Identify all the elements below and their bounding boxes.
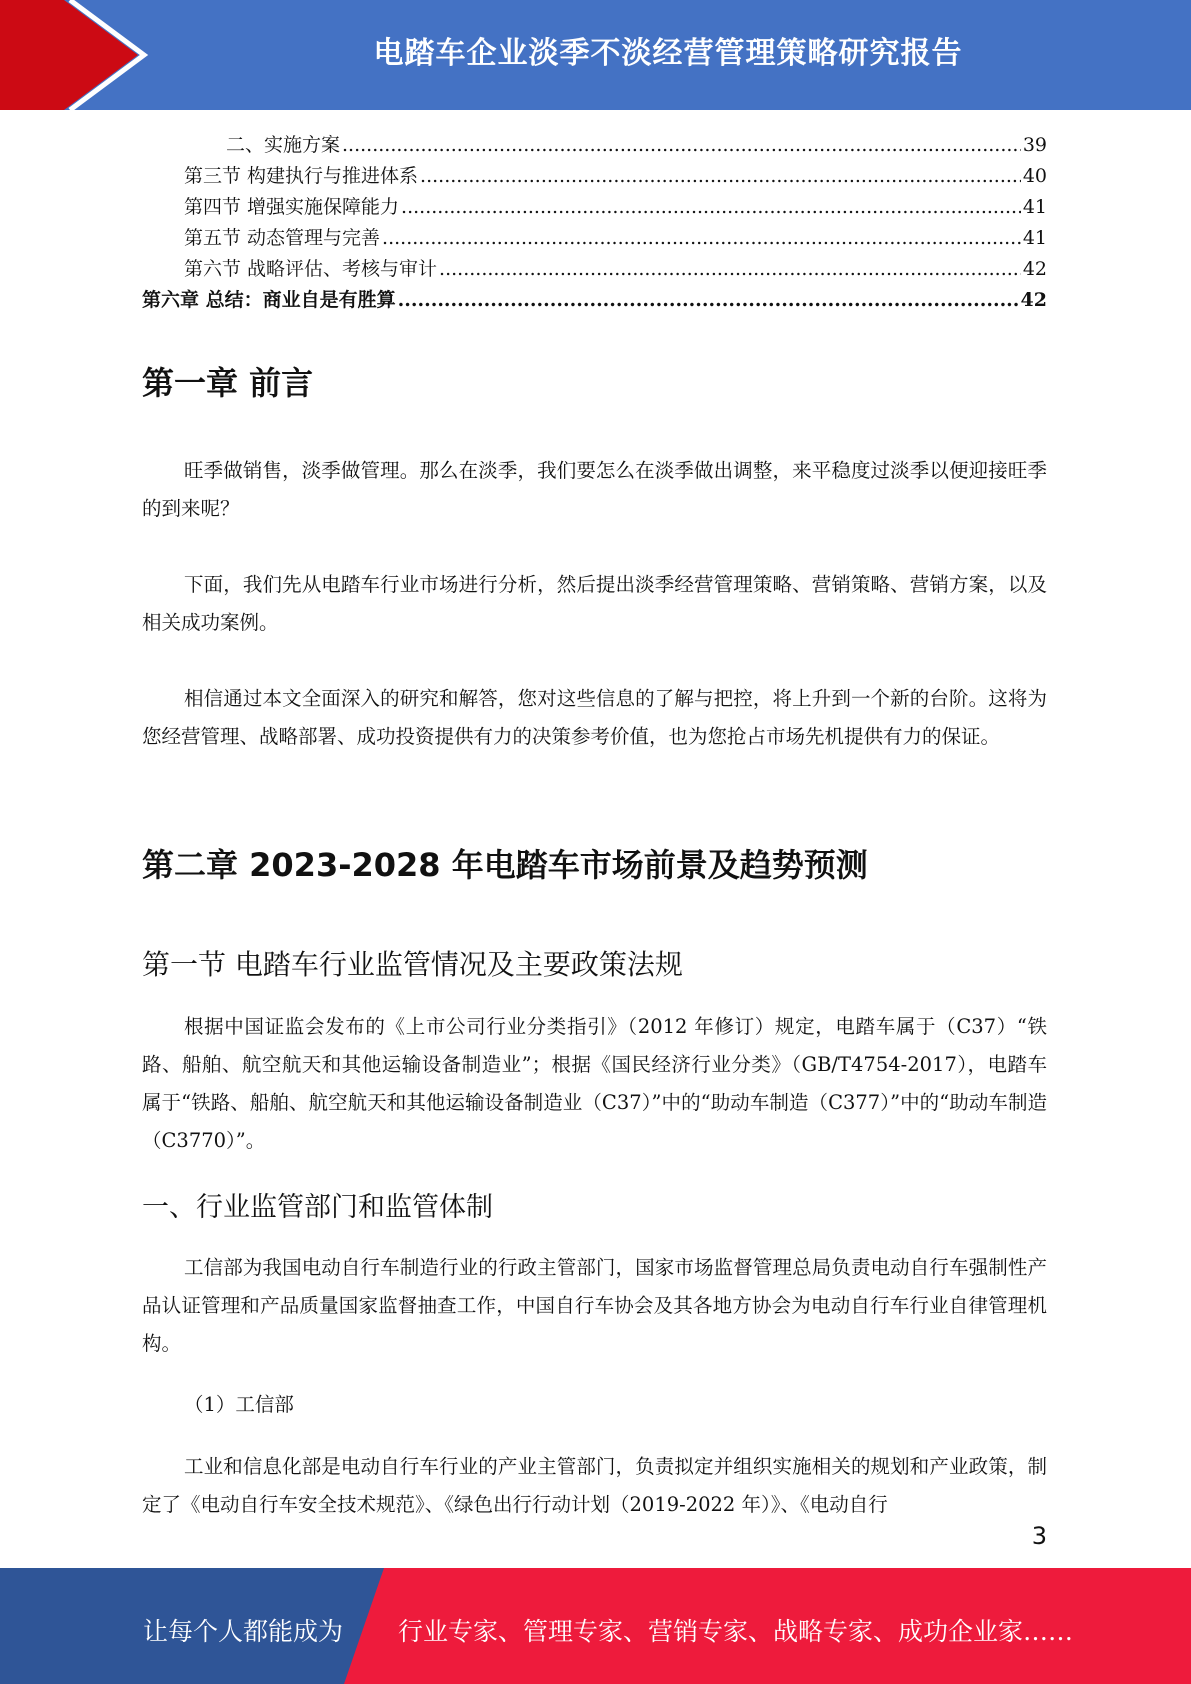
- chapter-2-heading: 第二章 2023-2028 年电踏车市场前景及趋势预测: [142, 846, 868, 884]
- toc-leader: [401, 196, 1021, 218]
- toc-leader: [420, 165, 1021, 187]
- table-of-contents: [142, 130, 1047, 316]
- toc-leader: [382, 227, 1021, 249]
- chapter-1-heading: 第一章 前言: [142, 364, 314, 402]
- toc-entry[interactable]: [142, 130, 1047, 161]
- paragraph: 下面，我们先从电踏车行业市场进行分析，然后提出淡季经营管理策略、营销策略、营销方案，以及相关成功案例。: [142, 573, 1047, 634]
- footer-slogan-right: 行业专家、管理专家、营销专家、战略专家、成功企业家……: [398, 1617, 1074, 1646]
- paragraph: 旺季做销售，淡季做管理。那么在淡季，我们要怎么在淡季做出调整，来平稳度过淡季以便迎接旺季的到来呢？: [142, 459, 1047, 520]
- subsection-heading: 一、行业监管部门和监管体制: [142, 1192, 493, 1223]
- paragraph: 工业和信息化部是电动自行车行业的产业主管部门，负责拟定并组织实施相关的规划和产业政策，制定了《电动自行车安全技术规范》、《绿色出行行动计划（2019-2022 年）》、《电动自行: [142, 1455, 1047, 1516]
- list-item-label: （1）工信部: [184, 1393, 294, 1416]
- footer-slogan-left: 让每个人都能成为: [143, 1617, 344, 1646]
- toc-entry-label: 第五节 动态管理与完善: [184, 227, 381, 249]
- toc-entry-page: 42: [1022, 258, 1047, 280]
- toc-entry-page: 42: [1020, 289, 1047, 311]
- toc-entry-page: 40: [1022, 165, 1047, 187]
- toc-leader: [439, 258, 1021, 280]
- toc-entry-label: 二、实施方案: [226, 134, 341, 156]
- page-number: 3: [1031, 1522, 1047, 1550]
- report-title: 电踏车企业淡季不淡经营管理策略研究报告: [373, 36, 963, 71]
- toc-entry[interactable]: [142, 285, 1047, 316]
- toc-entry-page: 41: [1022, 196, 1047, 218]
- paragraph: 工信部为我国电动自行车制造行业的行政主管部门，国家市场监督管理总局负责电动自行车强制性产品认证管理和产品质量国家监督抽查工作，中国自行车协会及其各地方协会为电动自行车行业自律管理机构。: [142, 1256, 1047, 1355]
- paragraph: 相信通过本文全面深入的研究和解答，您对这些信息的了解与把控，将上升到一个新的台阶。这将为您经营管理、战略部署、成功投资提供有力的决策参考价值，也为您抢占市场先机提供有力的保证。: [142, 687, 1047, 748]
- toc-entry-page: 39: [1022, 134, 1047, 156]
- toc-entry[interactable]: [142, 254, 1047, 285]
- toc-entry[interactable]: [142, 223, 1047, 254]
- toc-leader: [398, 289, 1019, 311]
- toc-entry[interactable]: [142, 192, 1047, 223]
- toc-entry-label: 第三节 构建执行与推进体系: [184, 165, 419, 187]
- toc-entry-page: 41: [1022, 227, 1047, 249]
- toc-leader: [342, 134, 1021, 156]
- toc-entry[interactable]: [142, 161, 1047, 192]
- toc-entry-label: 第六节 战略评估、考核与审计: [184, 258, 438, 280]
- section-heading: 第一节 电踏车行业监管情况及主要政策法规: [142, 948, 683, 981]
- toc-entry-label: 第四节 增强实施保障能力: [184, 196, 400, 218]
- toc-entry-label: 第六章 总结：商业自是有胜算: [142, 289, 396, 311]
- paragraph: 根据中国证监会发布的《上市公司行业分类指引》（2012 年修订）规定，电踏车属于（C37）“铁路、船舶、航空航天和其他运输设备制造业”；根据《国民经济行业分类》（GB/T4754-2017），电踏车属于“铁路、船舶、航空航天和其他运输设备制造业（C37）”中的“助动车制造（C377）”中的“助动车制造（C3770）”。: [142, 1015, 1047, 1152]
